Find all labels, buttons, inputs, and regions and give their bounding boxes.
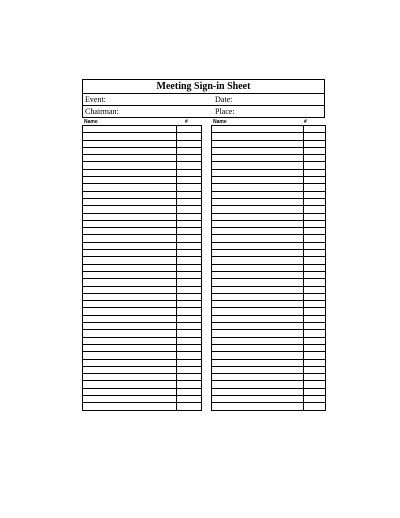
table-row [212, 242, 326, 249]
name-cell[interactable] [83, 206, 177, 213]
number-cell[interactable] [304, 374, 326, 381]
number-cell[interactable] [177, 257, 202, 264]
table-row [83, 381, 202, 388]
meeting-header-box [82, 79, 325, 118]
right-number-header: # [304, 119, 307, 125]
table-row [212, 140, 326, 147]
name-cell[interactable] [83, 242, 177, 249]
name-cell[interactable] [212, 286, 304, 293]
right-name-header: Name [213, 119, 227, 125]
name-cell[interactable] [83, 374, 177, 381]
number-cell[interactable] [177, 220, 202, 227]
chairman-label: Chairman: [85, 107, 119, 116]
table-row [83, 366, 202, 373]
name-cell[interactable] [83, 133, 177, 140]
number-cell[interactable] [177, 352, 202, 359]
name-cell[interactable] [212, 337, 304, 344]
name-cell[interactable] [212, 220, 304, 227]
name-cell[interactable] [83, 395, 177, 402]
number-cell[interactable] [304, 352, 326, 359]
name-cell[interactable] [83, 250, 177, 257]
table-row [212, 198, 326, 205]
name-cell[interactable] [83, 235, 177, 242]
number-cell[interactable] [304, 184, 326, 191]
name-cell[interactable] [212, 366, 304, 373]
sheet-title: Meeting Sign-in Sheet [83, 80, 324, 94]
name-cell[interactable] [212, 279, 304, 286]
number-cell[interactable] [304, 198, 326, 205]
name-cell[interactable] [212, 359, 304, 366]
name-cell[interactable] [212, 264, 304, 271]
name-cell[interactable] [83, 366, 177, 373]
number-cell[interactable] [304, 315, 326, 322]
name-cell[interactable] [212, 147, 304, 154]
number-cell[interactable] [177, 271, 202, 278]
number-cell[interactable] [304, 279, 326, 286]
number-cell[interactable] [177, 162, 202, 169]
number-cell[interactable] [177, 235, 202, 242]
table-row [212, 330, 326, 337]
name-cell[interactable] [83, 257, 177, 264]
place-label: Place: [215, 107, 235, 116]
number-cell[interactable] [304, 330, 326, 337]
table-row [212, 169, 326, 176]
number-cell[interactable] [177, 388, 202, 395]
name-cell[interactable] [212, 257, 304, 264]
table-row [212, 352, 326, 359]
number-cell[interactable] [177, 315, 202, 322]
table-row [83, 388, 202, 395]
number-cell[interactable] [304, 264, 326, 271]
number-cell[interactable] [304, 206, 326, 213]
number-cell[interactable] [177, 169, 202, 176]
name-cell[interactable] [83, 403, 177, 410]
name-cell[interactable] [83, 147, 177, 154]
number-cell[interactable] [177, 381, 202, 388]
table-row [83, 359, 202, 366]
event-date-row [83, 94, 324, 106]
name-cell[interactable] [212, 374, 304, 381]
left-signin-table [82, 125, 202, 411]
name-cell[interactable] [212, 140, 304, 147]
table-row [83, 315, 202, 322]
number-cell[interactable] [177, 191, 202, 198]
table-row [83, 162, 202, 169]
table-row [83, 257, 202, 264]
table-row [212, 337, 326, 344]
table-row [212, 220, 326, 227]
name-cell[interactable] [212, 250, 304, 257]
number-cell[interactable] [304, 293, 326, 300]
number-cell[interactable] [304, 308, 326, 315]
table-row [212, 381, 326, 388]
number-cell[interactable] [177, 286, 202, 293]
number-cell[interactable] [177, 344, 202, 351]
table-row [212, 403, 326, 410]
number-cell[interactable] [177, 293, 202, 300]
table-row [212, 308, 326, 315]
name-cell[interactable] [212, 213, 304, 220]
table-row [83, 140, 202, 147]
name-cell[interactable] [212, 177, 304, 184]
table-row [212, 184, 326, 191]
number-cell[interactable] [304, 155, 326, 162]
table-row [83, 242, 202, 249]
table-row [83, 250, 202, 257]
table-row [212, 147, 326, 154]
name-cell[interactable] [83, 381, 177, 388]
name-cell[interactable] [212, 301, 304, 308]
number-cell[interactable] [177, 301, 202, 308]
table-row [212, 293, 326, 300]
table-row [83, 308, 202, 315]
name-cell[interactable] [212, 191, 304, 198]
table-row [83, 330, 202, 337]
number-cell[interactable] [304, 235, 326, 242]
name-cell[interactable] [212, 162, 304, 169]
number-cell[interactable] [304, 250, 326, 257]
number-cell[interactable] [304, 323, 326, 330]
table-row [212, 279, 326, 286]
name-cell[interactable] [83, 220, 177, 227]
name-cell[interactable] [83, 126, 177, 133]
name-cell[interactable] [212, 242, 304, 249]
name-cell[interactable] [83, 315, 177, 322]
number-cell[interactable] [177, 198, 202, 205]
number-cell[interactable] [304, 177, 326, 184]
table-row [212, 323, 326, 330]
table-row [83, 352, 202, 359]
number-cell[interactable] [177, 147, 202, 154]
name-cell[interactable] [83, 191, 177, 198]
name-cell[interactable] [83, 344, 177, 351]
table-row [212, 374, 326, 381]
table-row [83, 337, 202, 344]
number-cell[interactable] [304, 242, 326, 249]
name-cell[interactable] [212, 235, 304, 242]
table-row [212, 315, 326, 322]
number-cell[interactable] [177, 155, 202, 162]
name-cell[interactable] [212, 228, 304, 235]
number-cell[interactable] [304, 213, 326, 220]
table-row [212, 286, 326, 293]
number-cell[interactable] [177, 366, 202, 373]
table-row [83, 395, 202, 402]
table-row [212, 206, 326, 213]
name-cell[interactable] [83, 352, 177, 359]
event-label: Event: [85, 95, 106, 104]
name-cell[interactable] [83, 359, 177, 366]
name-cell[interactable] [83, 330, 177, 337]
number-cell[interactable] [177, 213, 202, 220]
name-cell[interactable] [83, 301, 177, 308]
table-row [212, 366, 326, 373]
name-cell[interactable] [83, 293, 177, 300]
number-cell[interactable] [304, 162, 326, 169]
table-row [83, 198, 202, 205]
date-label: Date: [215, 95, 233, 104]
table-row [83, 344, 202, 351]
number-cell[interactable] [177, 330, 202, 337]
number-cell[interactable] [177, 323, 202, 330]
table-row [83, 184, 202, 191]
name-cell[interactable] [83, 337, 177, 344]
number-cell[interactable] [177, 140, 202, 147]
table-row [212, 155, 326, 162]
name-cell[interactable] [83, 228, 177, 235]
table-row [83, 147, 202, 154]
table-row [83, 228, 202, 235]
table-row [83, 191, 202, 198]
name-cell[interactable] [212, 352, 304, 359]
table-row [212, 228, 326, 235]
chairman-place-row [83, 106, 324, 117]
name-cell[interactable] [83, 286, 177, 293]
number-cell[interactable] [177, 206, 202, 213]
table-row [212, 213, 326, 220]
table-row [212, 344, 326, 351]
number-cell[interactable] [304, 403, 326, 410]
name-cell[interactable] [83, 264, 177, 271]
number-cell[interactable] [304, 366, 326, 373]
table-row [212, 395, 326, 402]
table-row [83, 177, 202, 184]
name-cell[interactable] [83, 177, 177, 184]
number-cell[interactable] [304, 126, 326, 133]
number-cell[interactable] [177, 337, 202, 344]
table-row [83, 301, 202, 308]
name-cell[interactable] [212, 184, 304, 191]
number-cell[interactable] [177, 264, 202, 271]
name-cell[interactable] [212, 395, 304, 402]
table-row [212, 133, 326, 140]
table-row [212, 250, 326, 257]
number-cell[interactable] [304, 301, 326, 308]
number-cell[interactable] [177, 133, 202, 140]
number-cell[interactable] [304, 220, 326, 227]
number-cell[interactable] [304, 395, 326, 402]
table-row [83, 286, 202, 293]
name-cell[interactable] [212, 271, 304, 278]
number-cell[interactable] [304, 133, 326, 140]
name-cell[interactable] [212, 206, 304, 213]
name-cell[interactable] [83, 155, 177, 162]
table-row [212, 257, 326, 264]
name-cell[interactable] [83, 323, 177, 330]
name-cell[interactable] [83, 184, 177, 191]
table-row [212, 359, 326, 366]
number-cell[interactable] [177, 279, 202, 286]
table-row [83, 323, 202, 330]
number-cell[interactable] [304, 381, 326, 388]
number-cell[interactable] [304, 147, 326, 154]
number-cell[interactable] [177, 395, 202, 402]
name-cell[interactable] [83, 271, 177, 278]
name-cell[interactable] [83, 388, 177, 395]
number-cell[interactable] [304, 169, 326, 176]
number-cell[interactable] [177, 242, 202, 249]
number-cell[interactable] [177, 374, 202, 381]
name-cell[interactable] [212, 388, 304, 395]
number-cell[interactable] [304, 286, 326, 293]
name-cell[interactable] [212, 198, 304, 205]
name-cell[interactable] [212, 323, 304, 330]
table-row [212, 162, 326, 169]
left-name-header: Name [84, 119, 98, 125]
name-cell[interactable] [212, 403, 304, 410]
name-cell[interactable] [83, 279, 177, 286]
table-row [212, 301, 326, 308]
number-cell[interactable] [177, 308, 202, 315]
table-row [83, 206, 202, 213]
table-row [83, 264, 202, 271]
table-row [212, 235, 326, 242]
table-row [83, 374, 202, 381]
table-row [83, 155, 202, 162]
number-cell[interactable] [177, 250, 202, 257]
number-cell[interactable] [177, 359, 202, 366]
left-number-header: # [185, 119, 188, 125]
table-row [83, 133, 202, 140]
table-row [212, 177, 326, 184]
name-cell[interactable] [212, 169, 304, 176]
table-row [83, 293, 202, 300]
table-row [83, 279, 202, 286]
name-cell[interactable] [83, 308, 177, 315]
number-cell[interactable] [304, 228, 326, 235]
name-cell[interactable] [212, 155, 304, 162]
number-cell[interactable] [304, 191, 326, 198]
number-cell[interactable] [304, 344, 326, 351]
name-cell[interactable] [212, 133, 304, 140]
name-cell[interactable] [212, 308, 304, 315]
table-row [83, 220, 202, 227]
table-row [212, 388, 326, 395]
table-row [212, 191, 326, 198]
name-cell[interactable] [212, 381, 304, 388]
name-cell[interactable] [212, 293, 304, 300]
table-row [212, 271, 326, 278]
right-signin-table [211, 125, 326, 411]
table-row [83, 271, 202, 278]
name-cell[interactable] [212, 330, 304, 337]
number-cell[interactable] [177, 228, 202, 235]
name-cell[interactable] [83, 140, 177, 147]
number-cell[interactable] [177, 184, 202, 191]
name-cell[interactable] [83, 198, 177, 205]
number-cell[interactable] [304, 359, 326, 366]
table-row [212, 126, 326, 133]
table-row [83, 126, 202, 133]
table-row [83, 169, 202, 176]
name-cell[interactable] [83, 169, 177, 176]
table-row [83, 235, 202, 242]
name-cell[interactable] [212, 315, 304, 322]
number-cell[interactable] [304, 388, 326, 395]
number-cell[interactable] [304, 271, 326, 278]
number-cell[interactable] [177, 403, 202, 410]
number-cell[interactable] [304, 257, 326, 264]
name-cell[interactable] [212, 344, 304, 351]
number-cell[interactable] [177, 177, 202, 184]
name-cell[interactable] [83, 213, 177, 220]
number-cell[interactable] [304, 140, 326, 147]
table-row [212, 264, 326, 271]
name-cell[interactable] [212, 126, 304, 133]
table-row [83, 213, 202, 220]
number-cell[interactable] [177, 126, 202, 133]
table-row [83, 403, 202, 410]
name-cell[interactable] [83, 162, 177, 169]
number-cell[interactable] [304, 337, 326, 344]
